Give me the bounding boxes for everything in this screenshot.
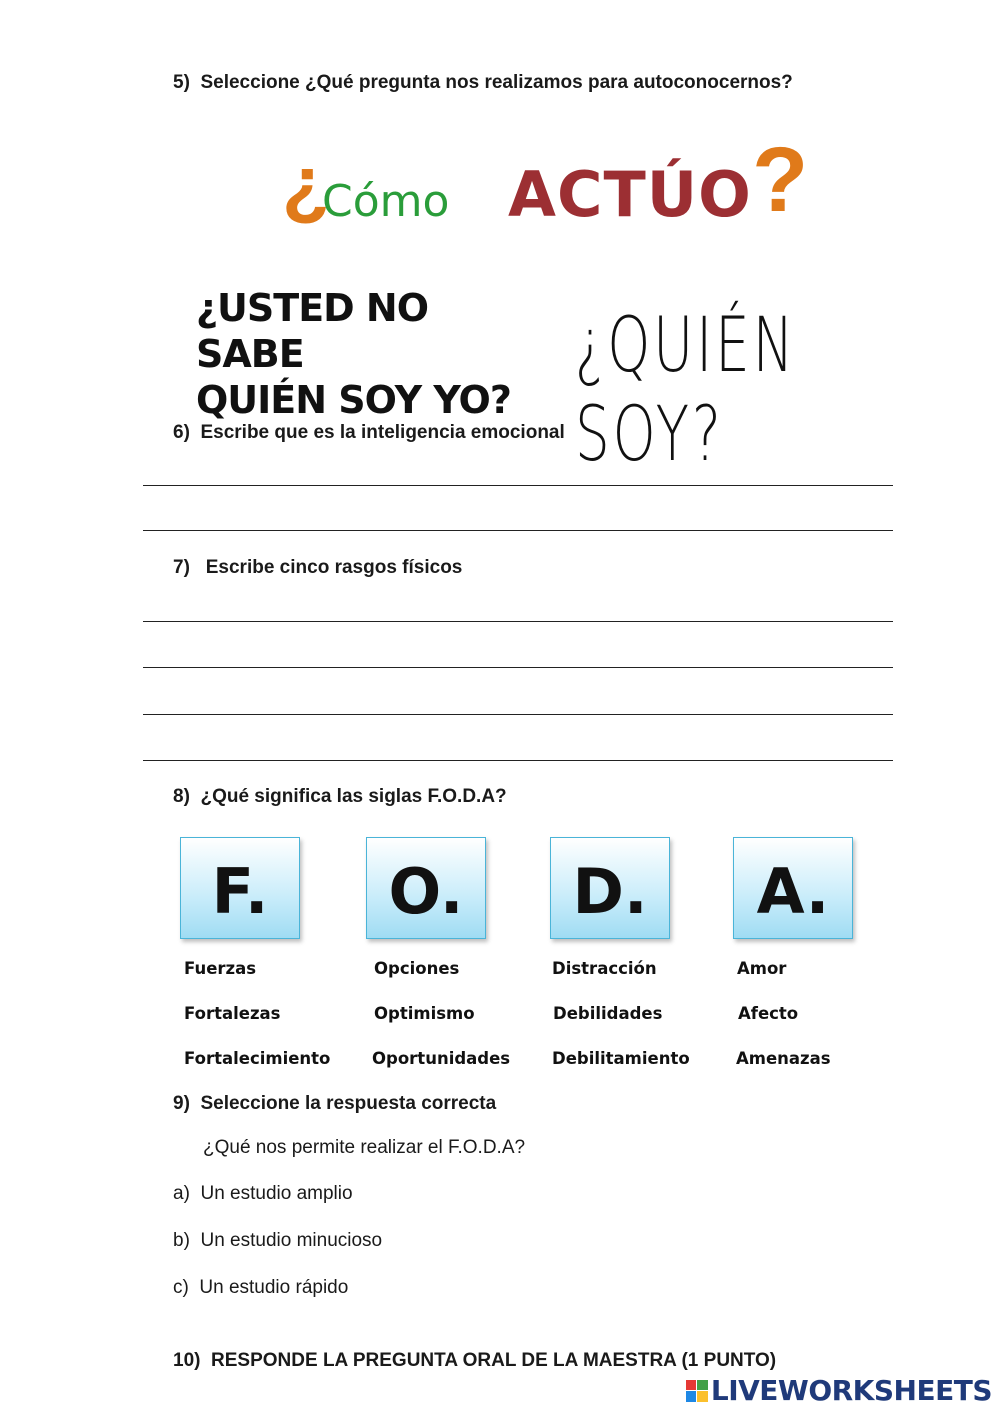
question-6 <box>173 422 565 444</box>
como-actuo-image[interactable] <box>270 120 810 250</box>
question-5 <box>173 72 793 94</box>
liveworksheets-logo[interactable] <box>686 1374 992 1407</box>
image-text: ? <box>752 129 809 231</box>
foda-option[interactable]: Debilidades <box>553 1004 663 1023</box>
question-text: Escribe que es la inteligencia emocional <box>200 422 565 443</box>
quien-soy-image[interactable] <box>575 300 881 478</box>
foda-letter-box: F. <box>180 837 300 939</box>
usted-no-sabe-image[interactable] <box>196 285 516 422</box>
answer-line[interactable] <box>143 530 893 531</box>
answer-line[interactable] <box>143 621 893 622</box>
answer-line[interactable] <box>143 714 893 715</box>
answer-option-c[interactable] <box>173 1277 348 1299</box>
answer-option-b[interactable] <box>173 1230 382 1252</box>
image-text: QUIÉN SOY YO? <box>196 378 511 422</box>
question-text: RESPONDE LA PREGUNTA ORAL DE LA MAESTRA (1 PUNTO) <box>211 1350 777 1371</box>
answer-line[interactable] <box>143 667 893 668</box>
foda-option[interactable]: Afecto <box>738 1004 799 1023</box>
foda-letter-box: O. <box>366 837 486 939</box>
question-number: 5) <box>173 72 190 93</box>
question-number: 10) <box>173 1350 201 1371</box>
foda-option[interactable]: Opciones <box>374 959 460 978</box>
question-8 <box>173 786 507 808</box>
foda-option[interactable]: Fortalecimiento <box>184 1049 331 1068</box>
question-text: ¿Qué significa las siglas F.O.D.A? <box>200 786 507 807</box>
foda-letter-box: D. <box>550 837 670 939</box>
foda-option[interactable]: Debilitamiento <box>552 1049 690 1068</box>
foda-option[interactable]: Fortalezas <box>184 1004 281 1023</box>
question-text: Escribe cinco rasgos físicos <box>205 557 463 578</box>
image-text: ¿QUIÉN SOY? <box>575 300 797 478</box>
option-letter: a) <box>173 1183 190 1204</box>
foda-option[interactable]: Distracción <box>552 959 657 978</box>
question-text: Seleccione ¿Qué pregunta nos realizamos para autoconocernos? <box>200 72 793 93</box>
question-number: 8) <box>173 786 190 807</box>
option-text: Un estudio rápido <box>199 1277 349 1298</box>
question-10 <box>173 1350 776 1372</box>
question-9-sub: ¿Qué nos permite realizar el F.O.D.A? <box>203 1137 526 1158</box>
foda-option[interactable]: Amor <box>737 959 787 978</box>
image-text: ¿USTED NO SABE <box>196 286 429 376</box>
answer-line[interactable] <box>143 485 893 486</box>
image-text: ACTÚO <box>508 158 752 231</box>
question-number: 6) <box>173 422 190 443</box>
question-text: Seleccione la respuesta correcta <box>200 1093 497 1114</box>
logo-text: LIVEWORKSHEETS <box>710 1374 992 1407</box>
answer-option-a[interactable] <box>173 1183 353 1205</box>
image-text: Cómo <box>322 176 450 227</box>
option-letter: c) <box>173 1277 189 1298</box>
question-number: 9) <box>173 1093 190 1114</box>
foda-letter-box: A. <box>733 837 853 939</box>
image-text: ¿ <box>282 139 330 227</box>
question-7 <box>173 557 462 579</box>
foda-option[interactable]: Optimismo <box>374 1004 475 1023</box>
question-number: 7) <box>173 557 190 578</box>
foda-option[interactable]: Amenazas <box>736 1049 831 1068</box>
answer-line[interactable] <box>143 760 893 761</box>
question-9 <box>173 1093 496 1115</box>
option-text: Un estudio minucioso <box>200 1230 383 1251</box>
foda-option[interactable]: Fuerzas <box>184 959 257 978</box>
option-letter: b) <box>173 1230 190 1251</box>
foda-option[interactable]: Oportunidades <box>372 1049 511 1068</box>
logo-icon <box>686 1380 708 1402</box>
option-text: Un estudio amplio <box>200 1183 353 1204</box>
